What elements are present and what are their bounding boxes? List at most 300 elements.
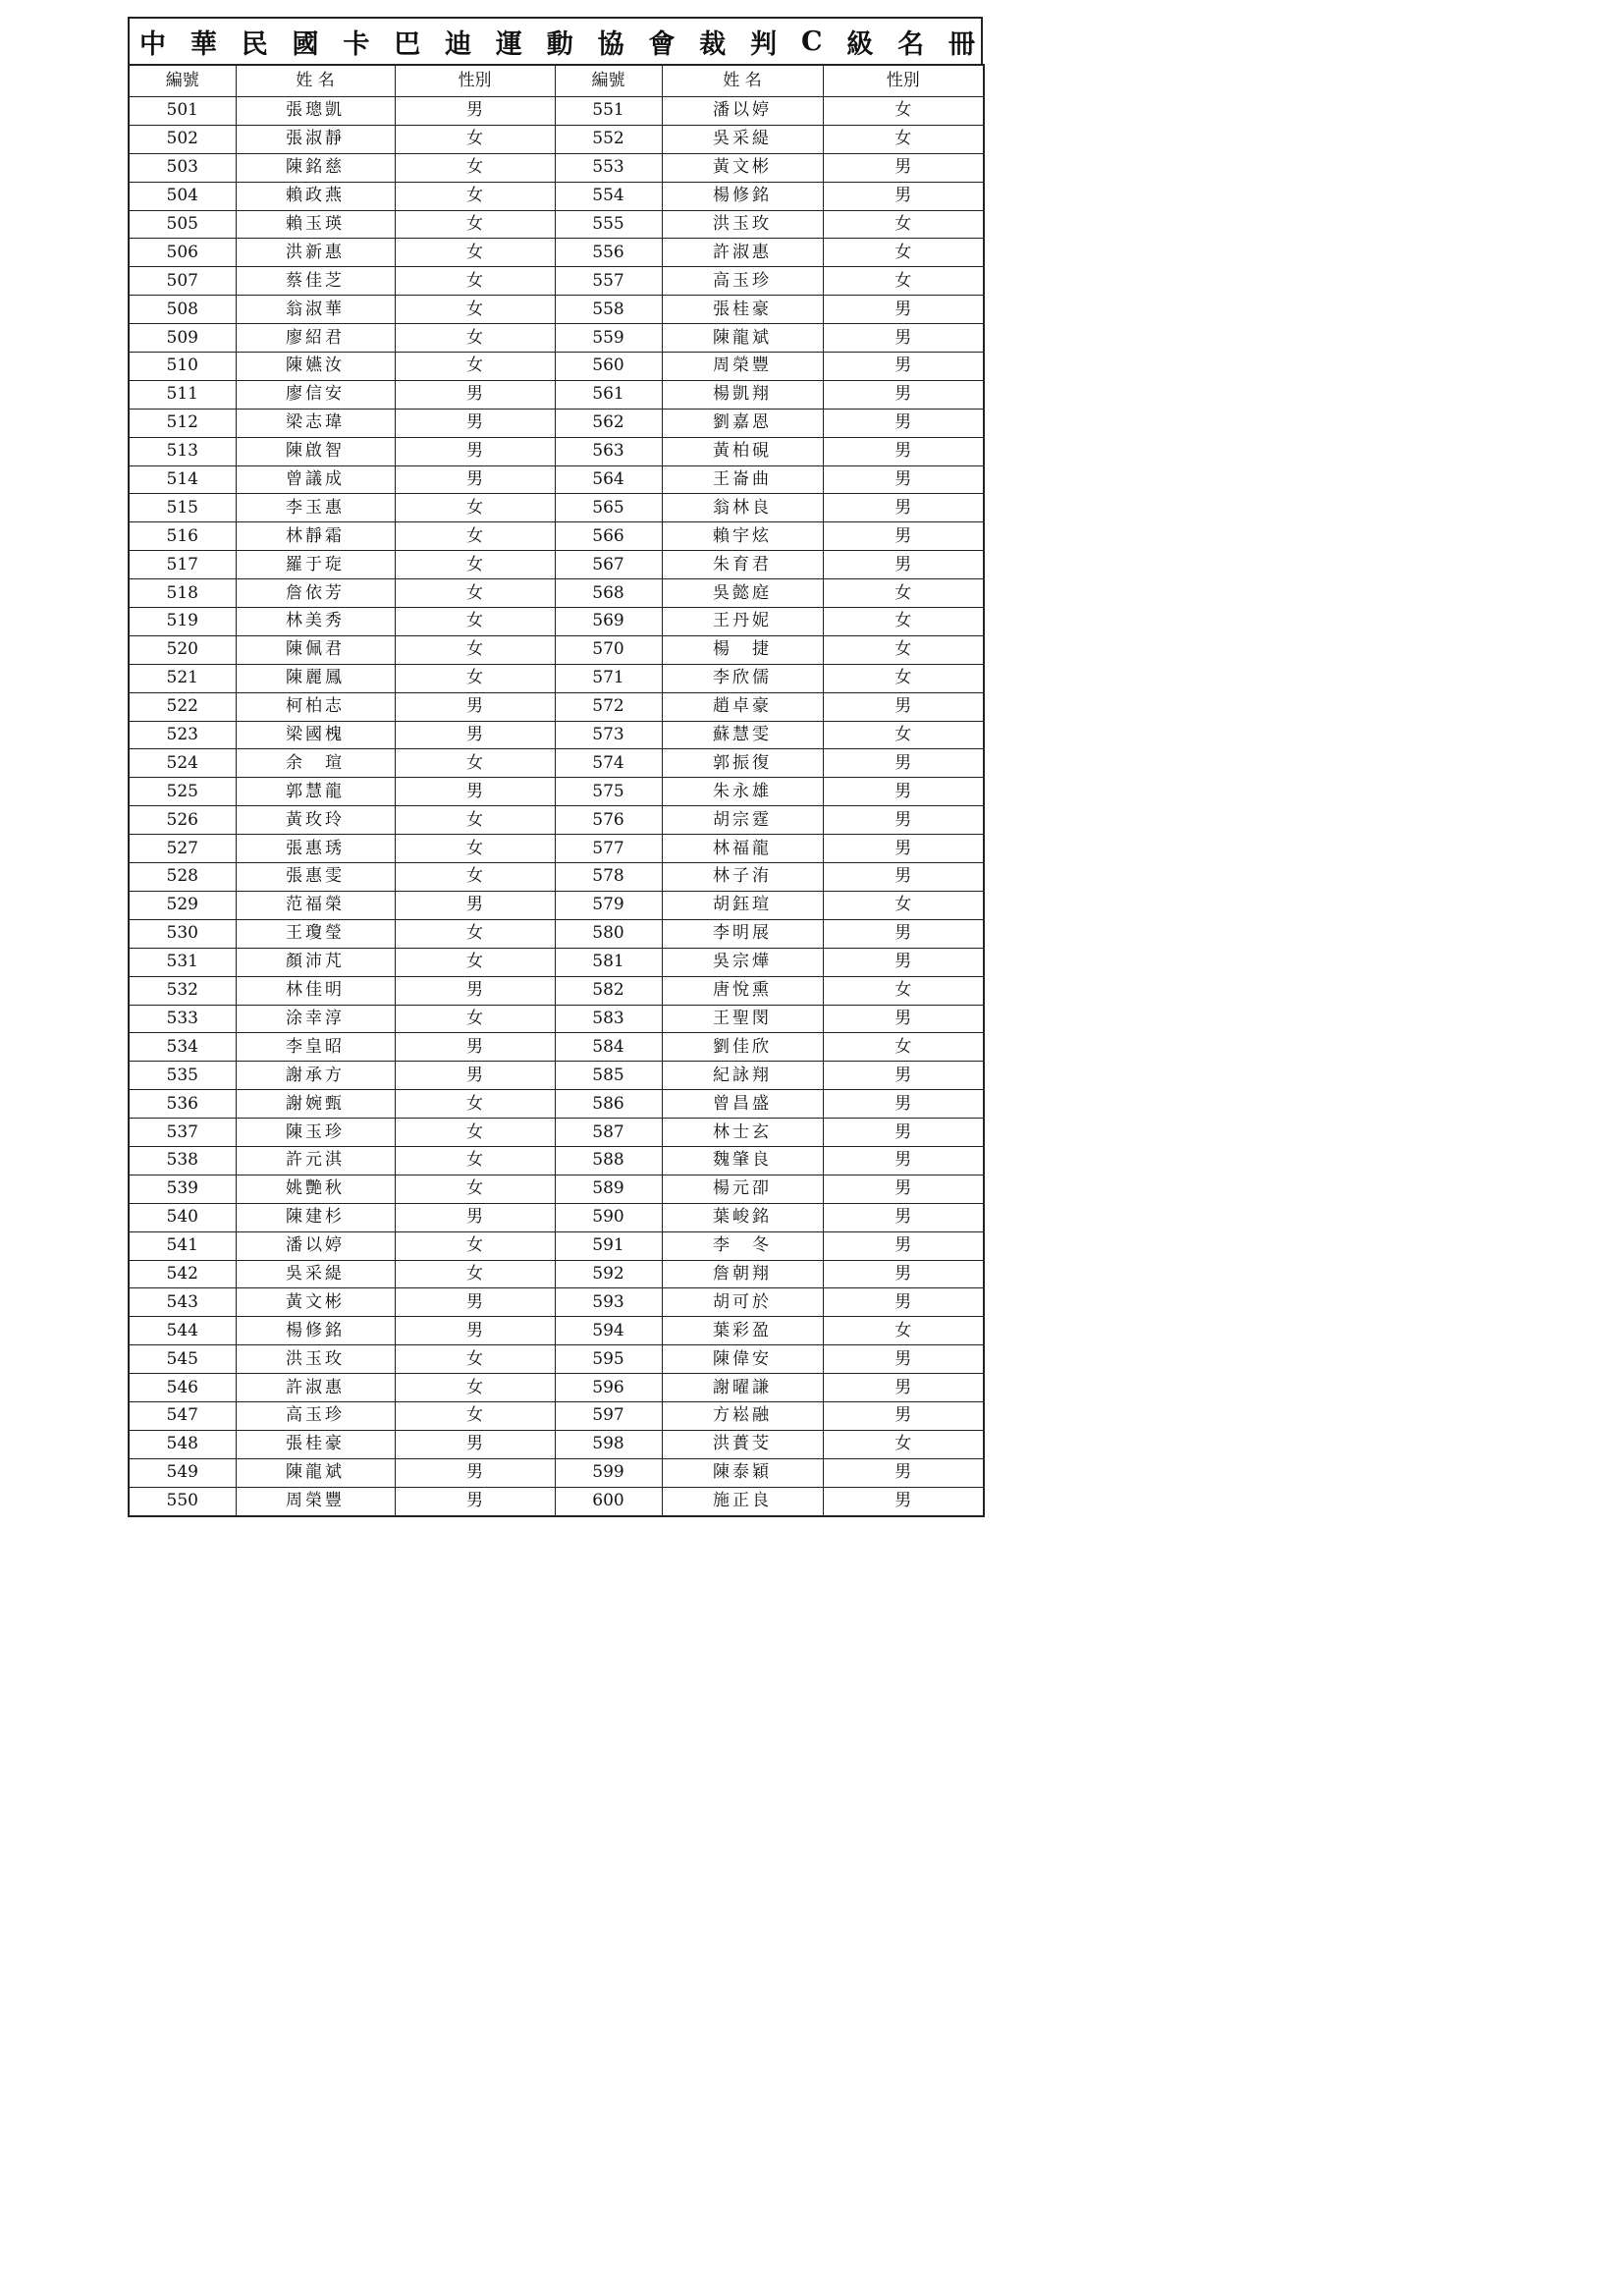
roster-gender-left: 女 <box>395 324 555 353</box>
roster-name-right: 楊修銘 <box>662 182 823 210</box>
roster-gender-right: 男 <box>823 1231 984 1260</box>
table-row <box>129 891 984 919</box>
roster-number-left: 532 <box>129 976 236 1005</box>
roster-number-right: 599 <box>555 1458 662 1487</box>
roster-number-right: 594 <box>555 1317 662 1345</box>
roster-number-left: 524 <box>129 749 236 778</box>
roster-number-right: 568 <box>555 579 662 608</box>
roster-gender-right: 男 <box>823 1119 984 1147</box>
roster-gender-right: 女 <box>823 210 984 239</box>
roster-gender-left: 女 <box>395 182 555 210</box>
roster-name-left: 翁淑華 <box>236 296 395 324</box>
roster-name-left: 林靜霜 <box>236 522 395 551</box>
roster-name-left: 謝承方 <box>236 1062 395 1090</box>
roster-number-left: 515 <box>129 494 236 522</box>
table-row <box>129 465 984 494</box>
roster-gender-right: 男 <box>823 1487 984 1515</box>
roster-number-left: 518 <box>129 579 236 608</box>
table-row <box>129 267 984 296</box>
table-row <box>129 210 984 239</box>
roster-number-left: 507 <box>129 267 236 296</box>
roster-number-right: 553 <box>555 153 662 182</box>
roster-number-left: 543 <box>129 1288 236 1317</box>
roster-table <box>128 64 985 1517</box>
roster-gender-right: 男 <box>823 182 984 210</box>
roster-gender-left: 男 <box>395 778 555 806</box>
roster-gender-right: 男 <box>823 749 984 778</box>
table-row <box>129 182 984 210</box>
table-row <box>129 579 984 608</box>
table-row <box>129 778 984 806</box>
roster-number-left: 547 <box>129 1401 236 1430</box>
roster-gender-right: 男 <box>823 153 984 182</box>
roster-name-left: 林佳明 <box>236 976 395 1005</box>
roster-number-left: 522 <box>129 692 236 721</box>
roster-name-right: 黃文彬 <box>662 153 823 182</box>
roster-gender-right: 女 <box>823 1033 984 1062</box>
roster-number-right: 584 <box>555 1033 662 1062</box>
table-row <box>129 380 984 409</box>
title-char: C <box>800 26 823 57</box>
roster-name-left: 涂幸淳 <box>236 1005 395 1033</box>
table-row <box>129 919 984 948</box>
table-row <box>129 409 984 437</box>
roster-name-left: 李玉惠 <box>236 494 395 522</box>
roster-number-left: 514 <box>129 465 236 494</box>
roster-number-right: 566 <box>555 522 662 551</box>
roster-gender-right: 男 <box>823 494 984 522</box>
roster-gender-left: 女 <box>395 1260 555 1288</box>
roster-gender-right: 男 <box>823 1005 984 1033</box>
title-char: 華 <box>189 28 217 60</box>
header-number: 編號 <box>129 65 236 97</box>
roster-name-left: 張淑靜 <box>236 125 395 153</box>
roster-name-right: 謝曜謙 <box>662 1374 823 1402</box>
roster-name-left: 陳麗鳳 <box>236 664 395 692</box>
roster-gender-right: 男 <box>823 1175 984 1203</box>
roster-gender-left: 女 <box>395 948 555 976</box>
roster-number-left: 534 <box>129 1033 236 1062</box>
roster-gender-right: 男 <box>823 1146 984 1175</box>
roster-gender-left: 女 <box>395 125 555 153</box>
roster-number-right: 562 <box>555 409 662 437</box>
roster-gender-right: 女 <box>823 125 984 153</box>
roster-gender-left: 女 <box>395 1345 555 1374</box>
roster-name-right: 賴宇炫 <box>662 522 823 551</box>
roster-number-right: 589 <box>555 1175 662 1203</box>
roster-name-right: 楊凱翔 <box>662 380 823 409</box>
roster-number-right: 557 <box>555 267 662 296</box>
roster-number-right: 585 <box>555 1062 662 1090</box>
roster-name-right: 趙卓豪 <box>662 692 823 721</box>
roster-number-left: 506 <box>129 239 236 267</box>
roster-gender-right: 女 <box>823 608 984 636</box>
roster-number-left: 503 <box>129 153 236 182</box>
roster-number-left: 508 <box>129 296 236 324</box>
roster-name-right: 吳采緹 <box>662 125 823 153</box>
title-char: 迪 <box>445 28 472 60</box>
roster-number-right: 576 <box>555 806 662 835</box>
roster-name-right: 許淑惠 <box>662 239 823 267</box>
title-char: 名 <box>897 28 925 60</box>
roster-gender-left: 男 <box>395 721 555 749</box>
table-row <box>129 1317 984 1345</box>
roster-name-right: 高玉珍 <box>662 267 823 296</box>
table-row <box>129 1430 984 1458</box>
roster-gender-left: 男 <box>395 1487 555 1515</box>
roster-number-right: 596 <box>555 1374 662 1402</box>
roster-gender-right: 女 <box>823 1430 984 1458</box>
roster-gender-left: 女 <box>395 635 555 664</box>
roster-gender-right: 男 <box>823 1062 984 1090</box>
roster-name-right: 葉彩盈 <box>662 1317 823 1345</box>
roster-number-left: 530 <box>129 919 236 948</box>
roster-number-left: 511 <box>129 380 236 409</box>
roster-name-left: 張惠雯 <box>236 863 395 892</box>
table-row <box>129 692 984 721</box>
roster-gender-left: 女 <box>395 551 555 579</box>
roster-number-left: 526 <box>129 806 236 835</box>
roster-number-left: 519 <box>129 608 236 636</box>
table-row <box>129 1005 984 1033</box>
title-char: 國 <box>292 28 319 60</box>
roster-name-left: 許元淇 <box>236 1146 395 1175</box>
table-row <box>129 296 984 324</box>
roster-number-right: 573 <box>555 721 662 749</box>
table-row <box>129 1033 984 1062</box>
roster-number-left: 550 <box>129 1487 236 1515</box>
header-name: 姓 名 <box>236 65 395 97</box>
roster-name-left: 陳龍斌 <box>236 1458 395 1487</box>
roster-gender-right: 男 <box>823 437 984 465</box>
roster-number-right: 574 <box>555 749 662 778</box>
roster-gender-right: 男 <box>823 296 984 324</box>
roster-name-right: 王聖閔 <box>662 1005 823 1033</box>
roster-gender-left: 女 <box>395 296 555 324</box>
roster-number-right: 571 <box>555 664 662 692</box>
roster-number-left: 549 <box>129 1458 236 1487</box>
roster-gender-right: 男 <box>823 948 984 976</box>
roster-gender-right: 男 <box>823 380 984 409</box>
roster-gender-right: 男 <box>823 863 984 892</box>
roster-gender-left: 女 <box>395 267 555 296</box>
roster-number-right: 563 <box>555 437 662 465</box>
table-row <box>129 1146 984 1175</box>
roster-name-right: 楊 捷 <box>662 635 823 664</box>
roster-gender-left: 男 <box>395 1288 555 1317</box>
roster-name-left: 顏沛芃 <box>236 948 395 976</box>
roster-number-left: 512 <box>129 409 236 437</box>
roster-gender-left: 女 <box>395 1090 555 1119</box>
title-char: 冊 <box>948 28 975 60</box>
roster-number-right: 587 <box>555 1119 662 1147</box>
roster-gender-left: 女 <box>395 522 555 551</box>
roster-number-left: 542 <box>129 1260 236 1288</box>
title-char: 判 <box>750 28 778 60</box>
roster-gender-right: 女 <box>823 267 984 296</box>
roster-name-left: 張璁凱 <box>236 97 395 126</box>
referee-roster-sheet <box>128 17 983 1517</box>
roster-gender-left: 男 <box>395 380 555 409</box>
roster-name-right: 王崙曲 <box>662 465 823 494</box>
roster-gender-left: 女 <box>395 835 555 863</box>
roster-number-left: 525 <box>129 778 236 806</box>
table-row <box>129 664 984 692</box>
roster-gender-left: 男 <box>395 1458 555 1487</box>
roster-number-left: 546 <box>129 1374 236 1402</box>
roster-gender-left: 女 <box>395 919 555 948</box>
roster-gender-left: 女 <box>395 664 555 692</box>
roster-number-left: 538 <box>129 1146 236 1175</box>
roster-name-left: 周榮豐 <box>236 1487 395 1515</box>
title-char: 級 <box>846 28 874 60</box>
roster-gender-left: 男 <box>395 1430 555 1458</box>
roster-number-right: 590 <box>555 1203 662 1231</box>
roster-name-right: 胡宗霆 <box>662 806 823 835</box>
header-number-right: 編號 <box>555 65 662 97</box>
roster-name-left: 黃文彬 <box>236 1288 395 1317</box>
roster-name-right: 林士玄 <box>662 1119 823 1147</box>
roster-name-left: 梁志瑋 <box>236 409 395 437</box>
roster-name-right: 楊元卲 <box>662 1175 823 1203</box>
roster-name-right: 胡可於 <box>662 1288 823 1317</box>
roster-gender-left: 男 <box>395 97 555 126</box>
roster-name-right: 胡鈺瑄 <box>662 891 823 919</box>
table-row <box>129 835 984 863</box>
roster-name-left: 陳玉珍 <box>236 1119 395 1147</box>
roster-name-right: 陳龍斌 <box>662 324 823 353</box>
roster-name-right: 王丹妮 <box>662 608 823 636</box>
roster-name-right: 吳懿庭 <box>662 579 823 608</box>
roster-gender-left: 女 <box>395 749 555 778</box>
header-gender-right: 性別 <box>823 65 984 97</box>
roster-name-left: 陳啟智 <box>236 437 395 465</box>
roster-name-left: 陳銘慈 <box>236 153 395 182</box>
roster-number-left: 545 <box>129 1345 236 1374</box>
roster-gender-right: 女 <box>823 976 984 1005</box>
table-row <box>129 1203 984 1231</box>
roster-name-right: 黃柏硯 <box>662 437 823 465</box>
roster-gender-left: 女 <box>395 1119 555 1147</box>
roster-name-right: 施正良 <box>662 1487 823 1515</box>
roster-number-left: 544 <box>129 1317 236 1345</box>
roster-number-right: 569 <box>555 608 662 636</box>
roster-number-right: 570 <box>555 635 662 664</box>
roster-name-left: 林美秀 <box>236 608 395 636</box>
roster-gender-right: 男 <box>823 324 984 353</box>
roster-number-left: 509 <box>129 324 236 353</box>
roster-name-left: 陳嬿汝 <box>236 353 395 381</box>
roster-name-left: 李皇昭 <box>236 1033 395 1062</box>
roster-gender-right: 男 <box>823 1090 984 1119</box>
roster-number-right: 582 <box>555 976 662 1005</box>
roster-gender-right: 男 <box>823 835 984 863</box>
roster-gender-left: 男 <box>395 891 555 919</box>
roster-number-left: 520 <box>129 635 236 664</box>
roster-gender-right: 男 <box>823 1458 984 1487</box>
roster-name-right: 吳宗燁 <box>662 948 823 976</box>
roster-name-right: 魏肇良 <box>662 1146 823 1175</box>
roster-number-left: 527 <box>129 835 236 863</box>
roster-gender-left: 男 <box>395 976 555 1005</box>
roster-name-right: 劉佳欣 <box>662 1033 823 1062</box>
roster-name-left: 姚艷秋 <box>236 1175 395 1203</box>
roster-name-left: 陳佩君 <box>236 635 395 664</box>
roster-name-right: 紀詠翔 <box>662 1062 823 1090</box>
roster-gender-left: 男 <box>395 465 555 494</box>
roster-gender-left: 女 <box>395 494 555 522</box>
roster-name-left: 黃玫玲 <box>236 806 395 835</box>
roster-name-left: 陳建杉 <box>236 1203 395 1231</box>
roster-number-left: 548 <box>129 1430 236 1458</box>
roster-number-right: 559 <box>555 324 662 353</box>
roster-gender-left: 女 <box>395 579 555 608</box>
table-row <box>129 1401 984 1430</box>
roster-name-left: 余 瑄 <box>236 749 395 778</box>
roster-number-right: 600 <box>555 1487 662 1515</box>
roster-number-left: 505 <box>129 210 236 239</box>
roster-number-right: 565 <box>555 494 662 522</box>
roster-gender-right: 女 <box>823 579 984 608</box>
roster-name-right: 洪玉玫 <box>662 210 823 239</box>
title-char: 協 <box>597 28 624 60</box>
roster-number-right: 581 <box>555 948 662 976</box>
roster-name-right: 林福龍 <box>662 835 823 863</box>
roster-number-left: 523 <box>129 721 236 749</box>
roster-number-right: 554 <box>555 182 662 210</box>
roster-number-right: 567 <box>555 551 662 579</box>
table-row <box>129 239 984 267</box>
roster-gender-left: 男 <box>395 1317 555 1345</box>
roster-number-right: 595 <box>555 1345 662 1374</box>
roster-name-left: 郭慧龍 <box>236 778 395 806</box>
title-char: 民 <box>241 28 268 60</box>
table-row <box>129 1288 984 1317</box>
roster-name-right: 陳偉安 <box>662 1345 823 1374</box>
roster-gender-left: 女 <box>395 1374 555 1402</box>
roster-name-right: 詹朝翔 <box>662 1260 823 1288</box>
roster-name-left: 張桂豪 <box>236 1430 395 1458</box>
roster-gender-left: 女 <box>395 1231 555 1260</box>
table-row <box>129 551 984 579</box>
roster-number-right: 592 <box>555 1260 662 1288</box>
roster-name-right: 朱永雄 <box>662 778 823 806</box>
roster-name-left: 楊修銘 <box>236 1317 395 1345</box>
roster-name-right: 劉嘉恩 <box>662 409 823 437</box>
roster-name-right: 周榮豐 <box>662 353 823 381</box>
roster-gender-left: 女 <box>395 153 555 182</box>
roster-number-right: 577 <box>555 835 662 863</box>
table-row <box>129 608 984 636</box>
roster-number-right: 555 <box>555 210 662 239</box>
roster-number-left: 502 <box>129 125 236 153</box>
roster-name-right: 葉峻銘 <box>662 1203 823 1231</box>
roster-name-left: 賴玉瑛 <box>236 210 395 239</box>
title-char: 卡 <box>343 28 370 60</box>
roster-number-right: 558 <box>555 296 662 324</box>
roster-number-right: 588 <box>555 1146 662 1175</box>
roster-gender-left: 女 <box>395 1005 555 1033</box>
roster-name-right: 李明展 <box>662 919 823 948</box>
title-char: 裁 <box>699 28 727 60</box>
roster-gender-left: 女 <box>395 1401 555 1430</box>
roster-number-left: 540 <box>129 1203 236 1231</box>
roster-gender-left: 女 <box>395 863 555 892</box>
roster-gender-right: 女 <box>823 1317 984 1345</box>
roster-number-left: 510 <box>129 353 236 381</box>
table-row <box>129 1458 984 1487</box>
header-gender: 性別 <box>395 65 555 97</box>
roster-gender-left: 女 <box>395 806 555 835</box>
roster-name-left: 廖信安 <box>236 380 395 409</box>
table-row <box>129 1062 984 1090</box>
table-row <box>129 806 984 835</box>
roster-number-left: 513 <box>129 437 236 465</box>
table-row <box>129 125 984 153</box>
table-row <box>129 749 984 778</box>
roster-number-left: 521 <box>129 664 236 692</box>
roster-name-left: 詹依芳 <box>236 579 395 608</box>
roster-number-right: 578 <box>555 863 662 892</box>
roster-gender-right: 男 <box>823 409 984 437</box>
roster-name-right: 曾昌盛 <box>662 1090 823 1119</box>
table-row <box>129 635 984 664</box>
table-row <box>129 1090 984 1119</box>
roster-gender-left: 男 <box>395 409 555 437</box>
roster-number-right: 561 <box>555 380 662 409</box>
roster-name-left: 柯柏志 <box>236 692 395 721</box>
roster-gender-right: 女 <box>823 721 984 749</box>
table-row <box>129 1487 984 1515</box>
roster-gender-right: 男 <box>823 692 984 721</box>
roster-name-left: 廖紹君 <box>236 324 395 353</box>
roster-number-right: 580 <box>555 919 662 948</box>
table-row <box>129 494 984 522</box>
roster-name-left: 洪玉玫 <box>236 1345 395 1374</box>
roster-name-left: 羅于琁 <box>236 551 395 579</box>
table-row <box>129 1175 984 1203</box>
roster-gender-right: 男 <box>823 1345 984 1374</box>
roster-gender-right: 男 <box>823 778 984 806</box>
roster-gender-right: 女 <box>823 97 984 126</box>
table-row <box>129 1345 984 1374</box>
roster-gender-left: 男 <box>395 692 555 721</box>
roster-gender-right: 女 <box>823 891 984 919</box>
roster-name-right: 張桂豪 <box>662 296 823 324</box>
roster-number-left: 504 <box>129 182 236 210</box>
roster-name-left: 張惠琇 <box>236 835 395 863</box>
table-row <box>129 948 984 976</box>
roster-name-right: 方崧融 <box>662 1401 823 1430</box>
roster-gender-right: 女 <box>823 239 984 267</box>
roster-number-right: 564 <box>555 465 662 494</box>
table-row <box>129 721 984 749</box>
title-char: 動 <box>546 28 573 60</box>
roster-gender-left: 女 <box>395 210 555 239</box>
roster-name-right: 李欣儒 <box>662 664 823 692</box>
table-row <box>129 1231 984 1260</box>
roster-gender-left: 女 <box>395 239 555 267</box>
roster-gender-right: 男 <box>823 465 984 494</box>
roster-name-left: 謝婉甄 <box>236 1090 395 1119</box>
roster-number-right: 583 <box>555 1005 662 1033</box>
roster-gender-right: 男 <box>823 1260 984 1288</box>
roster-name-right: 潘以婷 <box>662 97 823 126</box>
roster-name-right: 朱育君 <box>662 551 823 579</box>
roster-name-right: 唐悅熏 <box>662 976 823 1005</box>
roster-name-left: 曾議成 <box>236 465 395 494</box>
table-row <box>129 522 984 551</box>
